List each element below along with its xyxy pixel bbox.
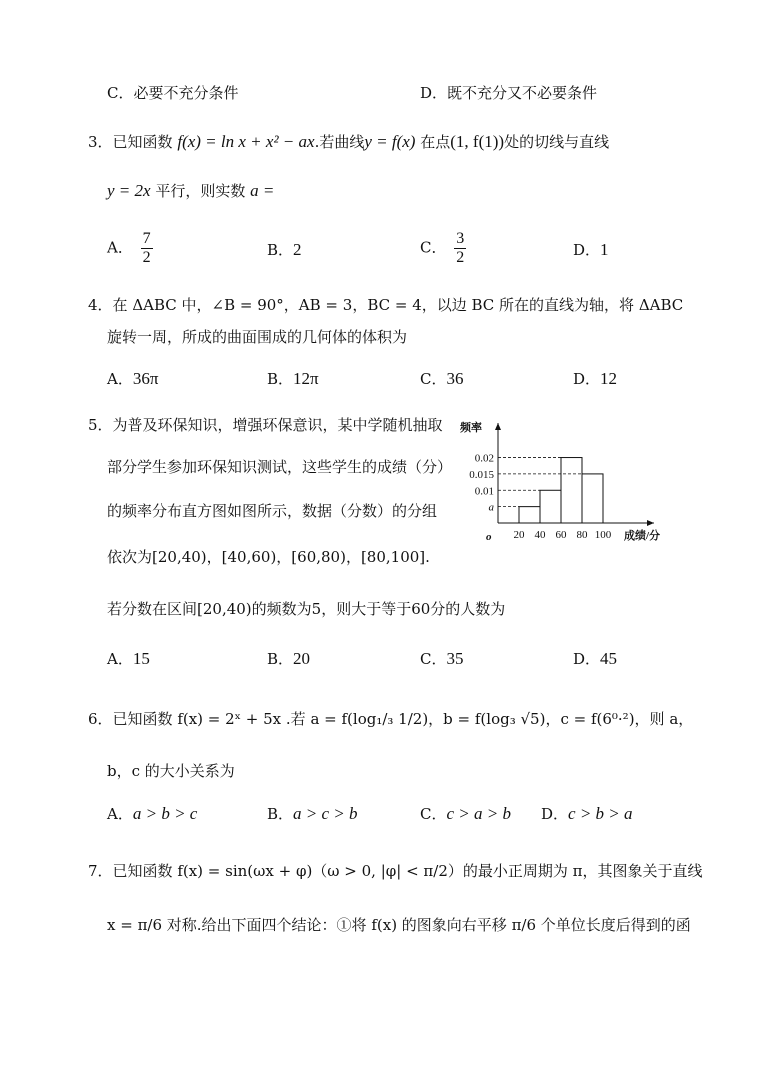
option-value: 15 [132,649,150,668]
text: 已知函数 [112,133,173,151]
fraction [454,230,466,267]
q5-option-c [420,648,463,670]
option-d-prev: D．既不充分又不必要条件 [420,84,598,102]
question-3-line2 [107,180,274,202]
y-tick-label: a [488,501,494,514]
x-axis-arrow [647,520,654,526]
histogram-labels [460,420,660,543]
q3-option-c [420,230,469,267]
question-5-line1 [88,414,443,436]
denominator: 2 [456,249,465,266]
q6-option-d [541,803,633,825]
y-tick-label: 0.01 [474,485,494,498]
text: 在 ΔABC 中，∠B = 90°，AB = 3，BC = 4，以边 BC 所在的直线为轴，将 ΔABC [112,296,684,314]
option-value: a > c > b [293,804,358,823]
option-label: D． [541,805,569,823]
y-tick-label: 0.02 [474,452,494,465]
option-label: A． [107,805,133,823]
question-number: 4． [88,296,113,314]
q5-option-a [107,648,150,670]
option-label: D． [573,241,601,259]
option-value: 36π [132,369,159,388]
q3-option-d [573,239,609,261]
x-tick-label: 20 [513,529,525,541]
question-number: 3． [88,133,113,151]
question-number: 7． [88,862,113,880]
option-value: 20 [293,649,311,668]
question-6-line1 [88,708,693,730]
numerator: 7 [142,230,151,247]
question-7-line1 [88,860,703,882]
text: 为普及环保知识，增强环保意识，某中学随机抽取 [112,416,443,434]
option-label: A． [107,370,133,388]
option-value: 12 [600,369,618,388]
option-label: B． [267,650,294,668]
x-tick-label: 80 [576,529,588,541]
q6-option-a [107,803,197,825]
text: 平行，则实数 [155,182,246,200]
option-value: c > b > a [568,804,633,823]
text: 已知函数 f(x) = sin(ωx + φ)（ω > 0, |φ| < π/2）的最小正周期为 π，其图象关于直线 [112,862,703,880]
question-3-line1 [88,128,609,156]
formula: f(x) = ln x + x² − ax [177,132,315,151]
question-number: 6． [88,710,113,728]
histogram-bar [540,490,561,523]
option-value: 45 [600,649,618,668]
x-tick-label: 40 [534,529,546,541]
x-axis-label: 成绩/分 [624,530,661,542]
option-label: B． [267,805,294,823]
q6-option-b [267,803,358,825]
numerator: 3 [456,230,465,247]
option-label: C． [420,805,447,823]
q4-option-d [573,368,617,390]
frequency-histogram [452,413,672,545]
question-4-line1 [88,294,683,316]
option-label: C． [420,370,447,388]
x-tick-label: 60 [555,529,567,541]
q3-option-b [267,239,302,261]
formula: (1, f(1)) [450,132,505,151]
option-label: D． [573,650,601,668]
question-5-line3: 的频率分布直方图如图所示，数据（分数）的分组 [107,502,438,520]
q4-option-c [420,368,463,390]
q5-option-b [267,648,310,670]
option-label: C． [420,238,447,257]
origin-label: o [486,531,492,543]
histogram-bars [498,458,603,523]
option-c-prev: C．必要不充分条件 [107,84,239,102]
option-value: 2 [293,240,302,259]
option-label: C． [420,650,447,668]
option-value: 12π [293,369,319,388]
option-label: A． [107,238,133,257]
question-5-line5: 若分数在区间[20,40)的频数为5，则大于等于60分的人数为 [107,600,506,618]
text: 处的切线与直线 [504,133,610,151]
option-label: D． [573,370,601,388]
formula: y = f(x) [364,132,416,151]
q4-option-b [267,368,319,390]
text: 已知函数 f(x) = 2ˣ + 5x .若 a = f(log₁/₃ 1/2)，b = f(log₃ √5)，c = f(6⁰·²)，则 a， [112,710,694,728]
text: 在点 [420,133,451,151]
y-axis-label: 频率 [460,422,482,434]
option-value: 1 [600,240,609,259]
formula: a = [250,181,275,200]
option-label: B． [267,241,294,259]
text: .若曲线 [314,133,365,151]
option-label: A． [107,650,133,668]
option-label: B． [267,370,294,388]
denominator: 2 [142,249,151,266]
histogram-bar [582,474,603,523]
fraction [141,230,153,267]
question-6-line2: b，c 的大小关系为 [107,762,235,780]
question-5-line4: 依次为[20,40)，[40,60)，[60,80)，[80,100]. [107,548,430,566]
q6-option-c [420,803,511,825]
y-axis-arrow [495,423,501,430]
question-4-line2: 旋转一周，所成的曲面围成的几何体的体积为 [107,328,408,346]
option-value: c > a > b [446,804,511,823]
x-tick-label: 100 [594,529,612,541]
q5-option-d [573,648,617,670]
q4-option-a [107,368,158,390]
question-7-line2: x = π/6 对称.给出下面四个结论：①将 f(x) 的图象向右平移 π/6 个单位长度后得到的函 [107,916,691,934]
option-value: a > b > c [132,804,198,823]
question-number: 5． [88,416,113,434]
y-tick-label: 0.015 [469,468,494,481]
histogram-bar [519,507,540,523]
formula: y = 2x [107,181,151,200]
option-value: 36 [446,369,464,388]
histogram-bar [561,458,582,523]
q3-option-a [107,230,156,267]
question-5-line2: 部分学生参加环保知识测试，这些学生的成绩（分） [107,458,453,476]
option-value: 35 [446,649,464,668]
